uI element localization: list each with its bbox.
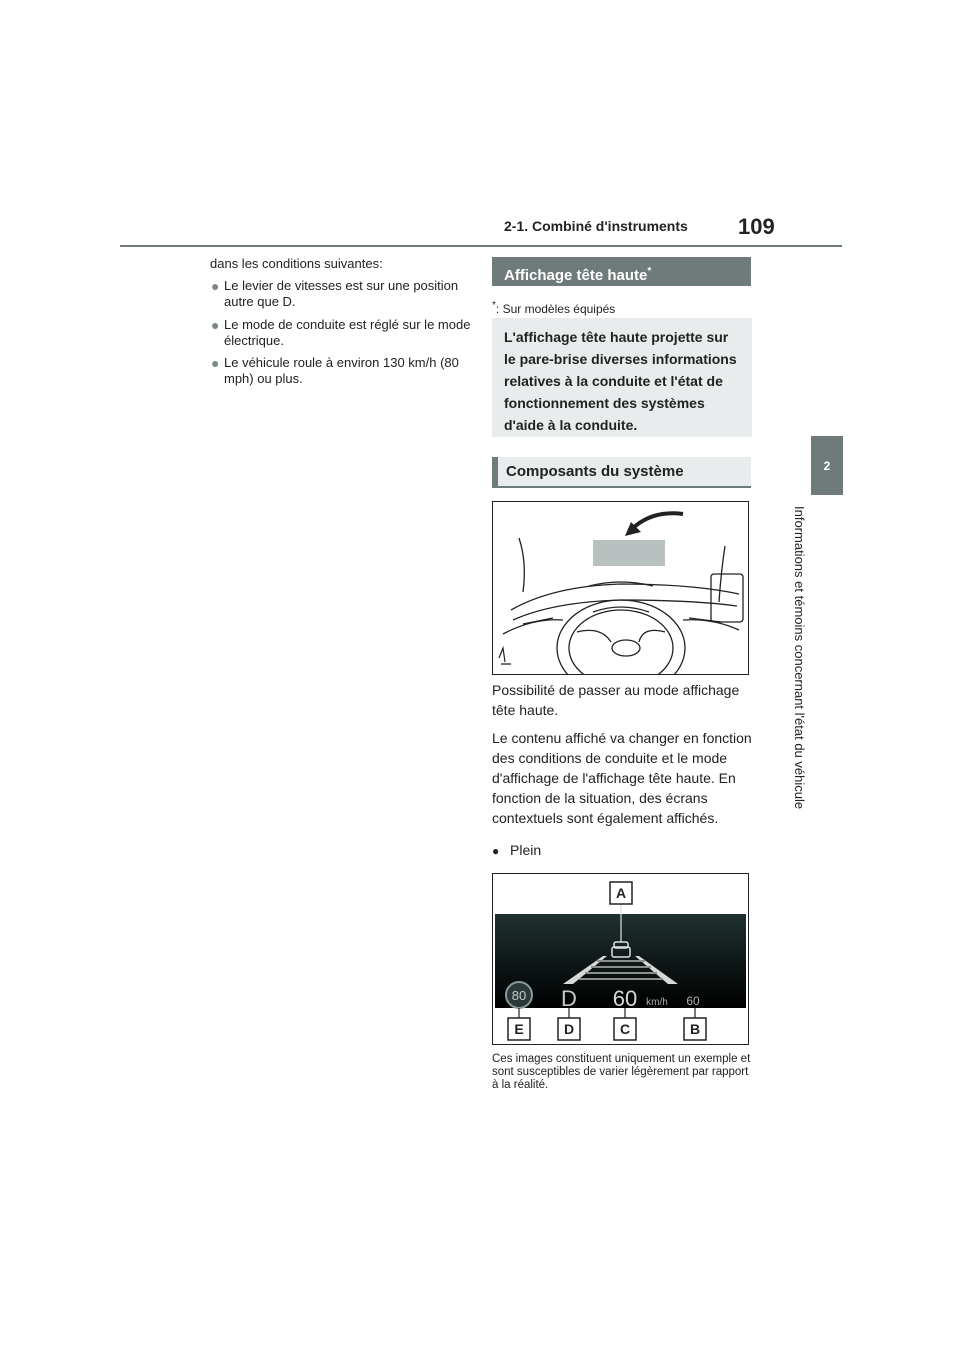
footnote: *: Sur modèles équipés (492, 300, 616, 316)
dashboard-drawing (493, 502, 748, 674)
chapter-title-vertical (787, 506, 811, 826)
chapter-title: Informations et témoins concernant l'état du véhicule (792, 506, 807, 810)
callout-e (508, 1018, 530, 1040)
chapter-tab: 2 (811, 436, 843, 495)
dashboard-illustration (492, 501, 749, 675)
summary-box: L'affichage tête haute projette sur le pare-brise diverses informations relatives à la conduite et l'état de fonctionnement des systèmes d'aide à la conduite. (492, 318, 752, 437)
page-number: 109 (738, 214, 775, 239)
gear-indicator: D (561, 986, 577, 1011)
callout-d (558, 1018, 580, 1040)
paragraph: Le contenu affiché va changer en fonction des conditions de conduite et le mode d'affichage de l'affichage tête haute. En fonction de la situation, des écrans contextuels sont également affichés. (492, 730, 752, 826)
hud-area-shape (593, 540, 665, 566)
list-item: ● Plein (492, 840, 757, 861)
section-heading: Affichage tête haute* (492, 257, 751, 286)
svg-text:B: B (689, 1021, 701, 1037)
speed-unit: km/h (646, 997, 668, 1008)
svg-text:C: C (619, 1021, 631, 1037)
hud-drawing (493, 874, 748, 1044)
bullet-icon: ● (211, 278, 220, 294)
svg-text:A: A (615, 885, 627, 901)
bullet-icon: ● (211, 355, 220, 371)
callout-c (614, 1018, 636, 1040)
image-caption: Ces images constituent uniquement un exemple et sont susceptibles de varier légèrement par rapport à la réalité. (492, 1053, 751, 1091)
list-item: ● Le levier de vitesses est sur une position autre que D. (211, 278, 459, 309)
list-item: ● Le véhicule roule à environ 130 km/h (80 mph) ou plus. (211, 355, 459, 386)
bullet-icon: ● (211, 317, 220, 333)
section-title: 2-1. Combiné d'instruments (504, 218, 688, 234)
bullet-icon: ● (492, 844, 500, 858)
svg-text:D: D (563, 1021, 575, 1037)
svg-text:E: E (514, 1021, 524, 1037)
list-item: ● Le mode de conduite est réglé sur le mode électrique. (211, 317, 471, 348)
callout-a (610, 882, 632, 904)
speed-value: 60 (612, 986, 638, 1011)
subsection-rule (492, 486, 751, 488)
header-rule (120, 245, 842, 247)
paragraph: Possibilité de passer au mode affichage tête haute. (492, 682, 740, 718)
callout-b (684, 1018, 706, 1040)
hud-illustration (492, 873, 749, 1045)
intro-text: dans les conditions suivantes: (210, 256, 383, 271)
speed-limit-value: 80 (511, 988, 527, 1003)
subsection-heading: Composants du système (492, 457, 751, 486)
set-speed-value: 60 (686, 994, 700, 1008)
